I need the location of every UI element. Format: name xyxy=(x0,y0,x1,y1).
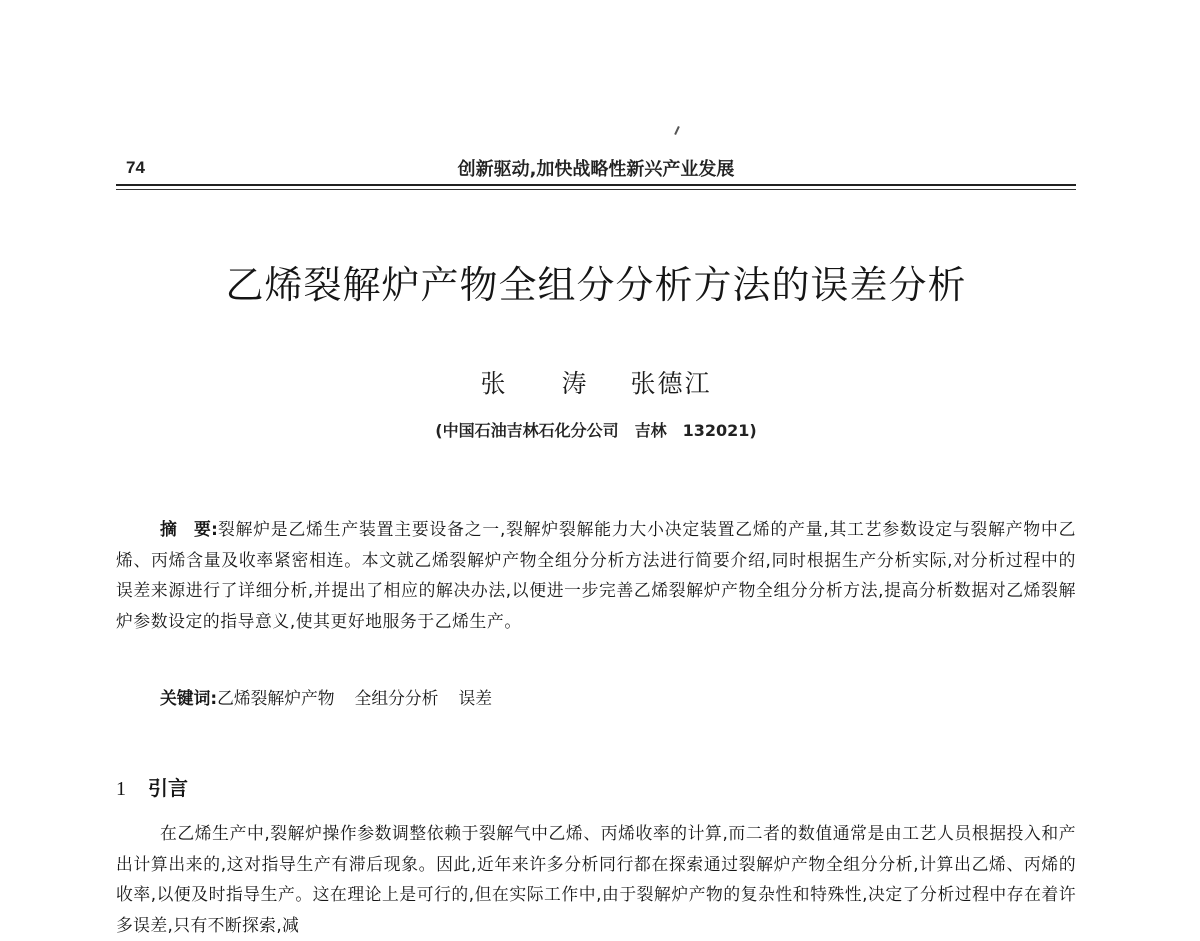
abstract xyxy=(116,514,1076,636)
keyword: 误差 xyxy=(458,688,493,708)
scan-artifact-mark xyxy=(674,126,680,135)
running-header xyxy=(116,155,1076,181)
keyword: 乙烯裂解炉产物 xyxy=(217,688,335,708)
header-rule-thick xyxy=(116,184,1076,186)
abstract-text: 裂解炉是乙烯生产装置主要设备之一,裂解炉裂解能力大小决定装置乙烯的产量,其工艺参数设定与裂解产物中乙烯、丙烯含量及收率紧密相连。本文就乙烯裂解炉产物全组分分析方法进行简要介绍,同时根据生产分析实际,对分析过程中的误差来源进行了详细分析,并提出了相应的解决办法,以便进一步完善乙烯裂解炉产物全组分分析方法,提高分析数据对乙烯裂解炉参数设定的指导意义,使其更好地服务于乙烯生产。 xyxy=(116,519,1076,631)
section-title: 引言 xyxy=(148,776,188,800)
keywords xyxy=(160,685,512,709)
keywords-label: 关键词: xyxy=(160,688,218,708)
section-body-text: 在乙烯生产中,裂解炉操作参数调整依赖于裂解气中乙烯、丙烯收率的计算,而二者的数值通常是由工艺人员根据投入和产出计算出来的,这对指导生产有滞后现象。因此,近年来许多分析同行都在探索通过裂解炉产物全组分分析,计算出乙烯、丙烯的收率,以便及时指导生产。这在理论上是可行的,但在实际工作中,由于裂解炉产物的复杂性和特殊性,决定了分析过程中存在着许多误差,只有不断探索,减 xyxy=(116,823,1076,935)
affiliation: (中国石油吉林石化分公司 吉林 132021) xyxy=(435,421,757,440)
journal-title: 创新驱动,加快战略性新兴产业发展 xyxy=(457,159,735,180)
page-number: 74 xyxy=(126,158,145,177)
keyword: 全组分分析 xyxy=(354,688,439,708)
abstract-label: 摘 要: xyxy=(160,519,218,539)
authors xyxy=(116,364,1076,400)
article-title: 乙烯裂解炉产物全组分分析方法的误差分析 xyxy=(225,263,967,307)
section-number: 1 xyxy=(116,778,126,800)
header-rule-thin xyxy=(116,189,1076,190)
author-name: 张 涛 xyxy=(480,369,611,398)
author-name: 张德江 xyxy=(630,369,712,398)
section-heading xyxy=(116,772,188,801)
